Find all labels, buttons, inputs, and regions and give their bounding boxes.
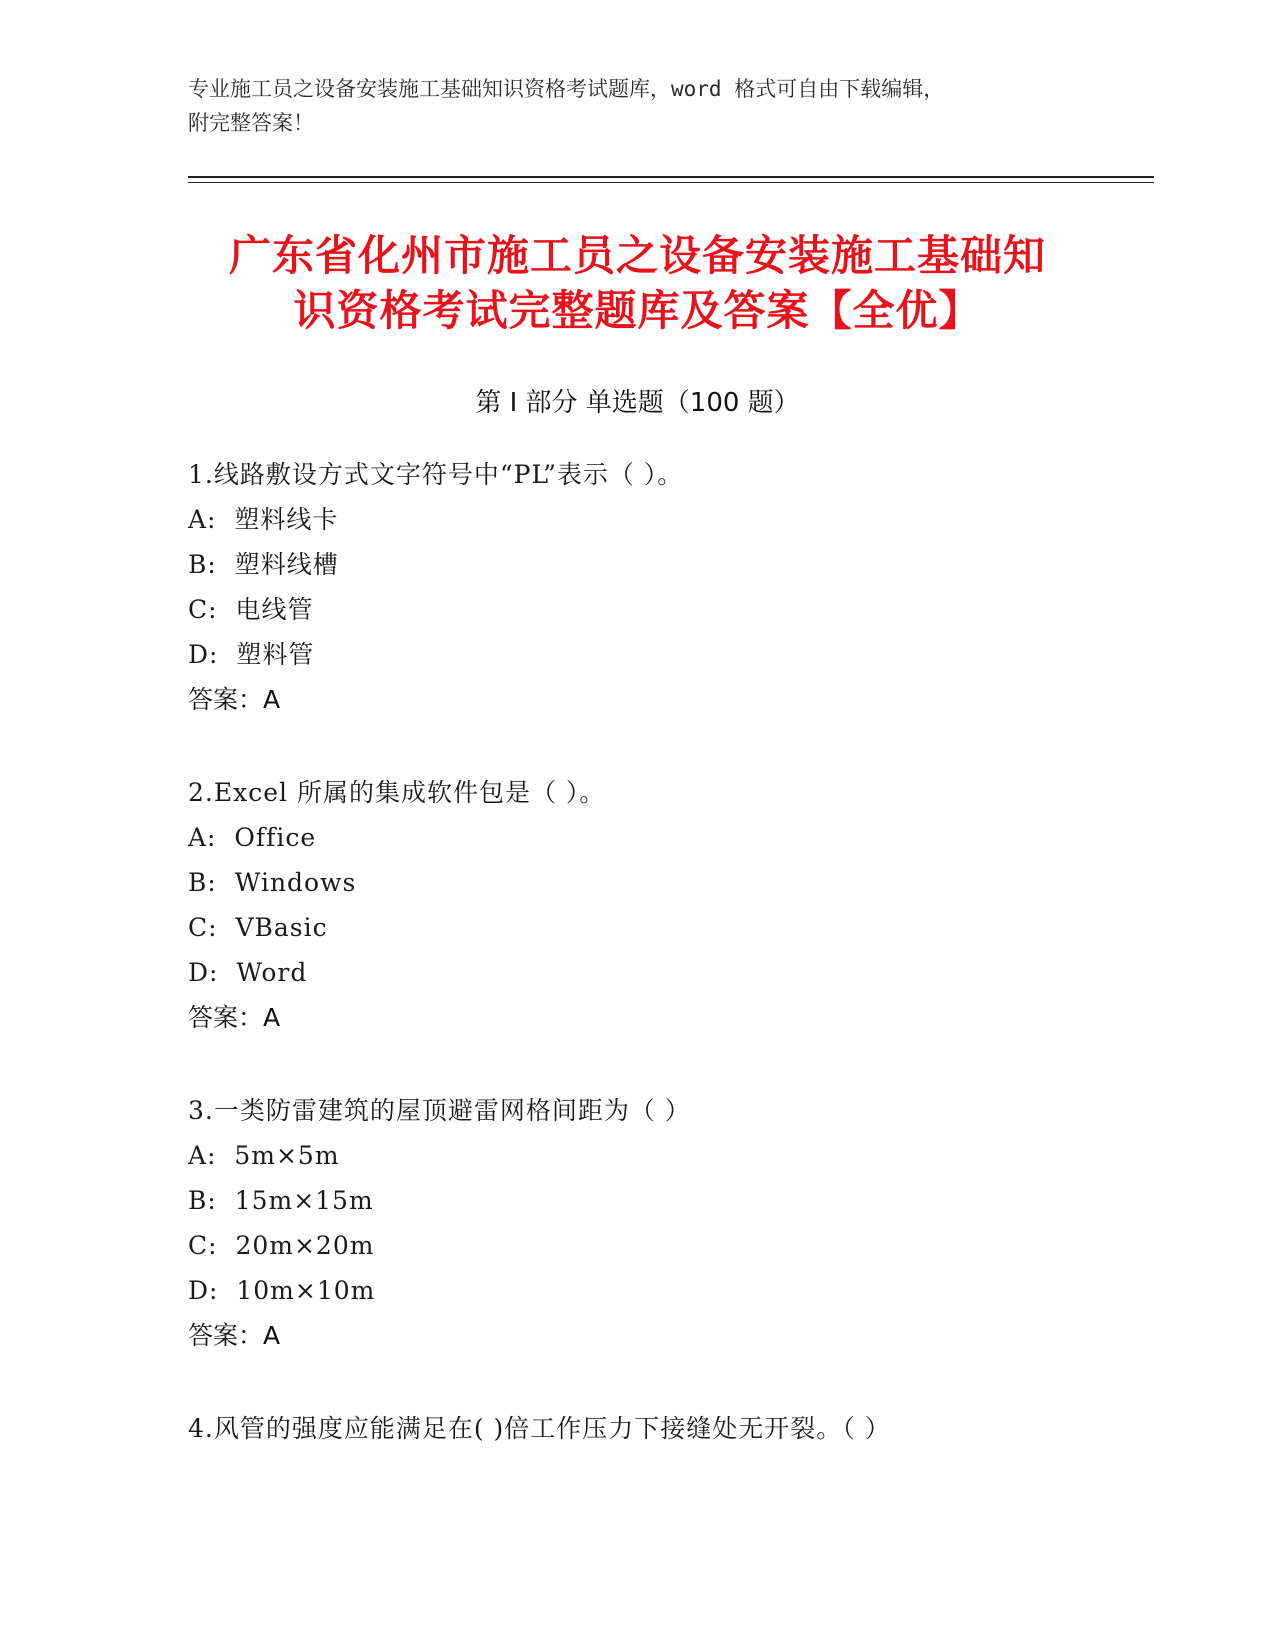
document-title-line-1: 广东省化州市施工员之设备安装施工基础知 [228, 231, 1046, 280]
option-a: A: Office [188, 823, 317, 852]
question-2 [188, 778, 1148, 1048]
answer: 答案：A [188, 1321, 281, 1350]
option-b: B: Windows [188, 868, 357, 897]
option-c: C: 电线管 [188, 595, 314, 624]
option-c: C: VBasic [188, 913, 328, 942]
header-note-line-2: 附完整答案！ [188, 111, 314, 135]
option-b: B: 塑料线槽 [188, 550, 339, 579]
option-b: B: 15m×15m [188, 1186, 374, 1215]
section-title: 第 I 部分 单选题（100 题） [475, 388, 800, 418]
question-stem: 4.风管的强度应能满足在( )倍工作压力下接缝处无开裂。（ ） [188, 1414, 891, 1443]
option-a: A: 5m×5m [188, 1141, 340, 1170]
question-stem: 3.一类防雷建筑的屋顶避雷网格间距为（ ） [188, 1096, 691, 1125]
question-3 [188, 1096, 1148, 1366]
question-1 [188, 460, 1148, 730]
question-4 [188, 1414, 1148, 1459]
answer: 答案：A [188, 685, 281, 714]
answer: 答案：A [188, 1003, 281, 1032]
document-title [0, 228, 1275, 338]
option-d: D: 塑料管 [188, 640, 315, 669]
header-divider-thick [188, 176, 1154, 178]
header-note [188, 72, 1088, 140]
option-d: D: Word [188, 958, 308, 987]
option-a: A: 塑料线卡 [188, 505, 339, 534]
question-stem: 2.Excel 所属的集成软件包是（ ）。 [188, 778, 606, 807]
header-divider-thin [188, 182, 1154, 183]
option-c: C: 20m×20m [188, 1231, 375, 1260]
option-d: D: 10m×10m [188, 1276, 376, 1305]
header-note-line-1: 专业施工员之设备安装施工基础知识资格考试题库，word 格式可自由下载编辑， [188, 77, 945, 101]
document-title-line-2: 识资格考试完整题库及答案【全优】 [293, 286, 982, 335]
question-stem: 1.线路敷设方式文字符号中“PL”表示（ ）。 [188, 460, 684, 489]
